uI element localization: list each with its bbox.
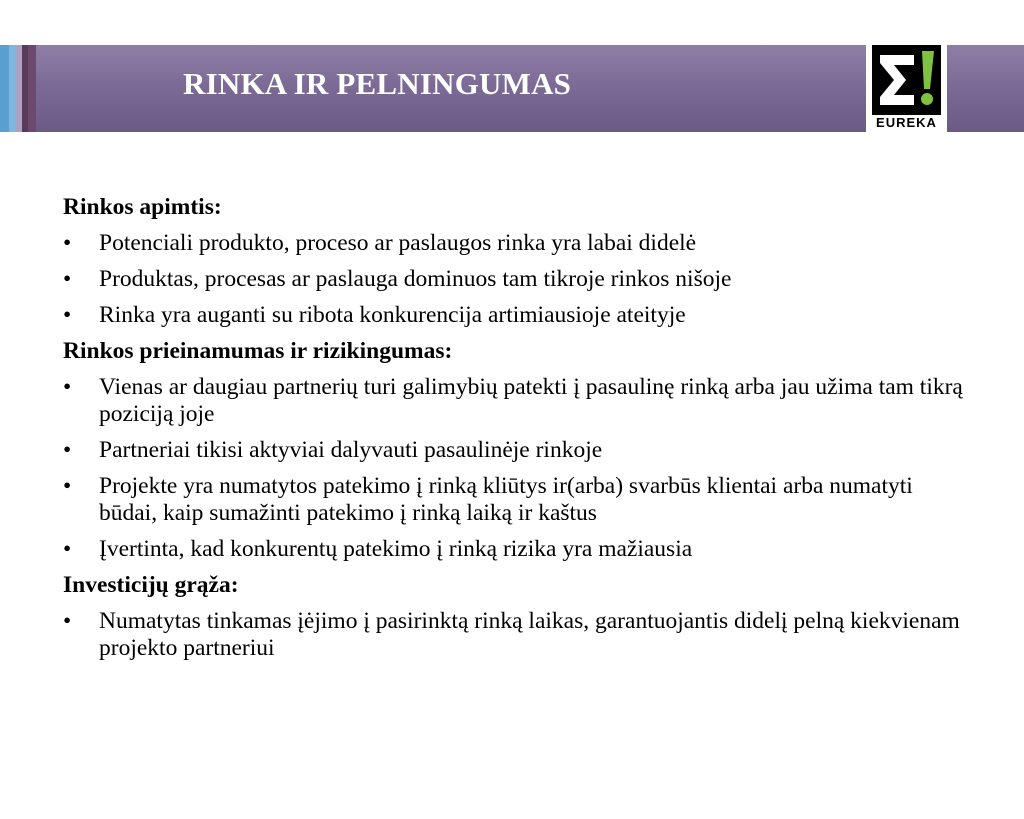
bullet-item: [63, 536, 963, 563]
bullet-text: Numatytas tinkamas įėjimo į pasirinktą rinką laikas, garantuojantis didelį pelną kiekvienam projekto partneriui: [99, 608, 960, 661]
bullet-text: Partneriai tikisi aktyviai dalyvauti pasaulinėje rinkoje: [99, 437, 603, 463]
accent-stripe: [28, 45, 36, 132]
eureka-logo: [866, 41, 947, 136]
bullet-marker: •: [63, 266, 72, 292]
sigma-exclamation-icon: [872, 45, 941, 115]
slide-title: RINKA IR PELNINGUMAS: [183, 66, 572, 101]
slide-content: [63, 194, 963, 671]
bullet-item: [63, 266, 963, 293]
bullet-marker: •: [63, 437, 72, 463]
bullet-marker: •: [63, 230, 72, 256]
bullet-marker: •: [63, 473, 72, 499]
bullet-item: [63, 608, 963, 662]
bullet-item: [63, 374, 963, 428]
bullet-marker: •: [63, 536, 72, 562]
bullet-text: Produktas, procesas ar paslauga dominuos tam tikroje rinkos nišoje: [99, 266, 732, 292]
bullet-text: Potenciali produkto, proceso ar paslaugos rinka yra labai didelė: [99, 230, 697, 256]
accent-stripe: [0, 45, 9, 132]
bullet-item: [63, 230, 963, 257]
logo-text: EUREKA: [876, 115, 937, 130]
bullet-marker: •: [63, 302, 72, 328]
bullet-item: [63, 437, 963, 464]
bullet-marker: •: [63, 608, 72, 634]
bullet-item: [63, 473, 963, 527]
bullet-text: Vienas ar daugiau partnerių turi galimybių patekti į pasaulinę rinką arba jau užima tam tikrą poziciją joje: [99, 374, 963, 427]
bullet-marker: •: [63, 374, 72, 400]
bullet-text: Įvertinta, kad konkurentų patekimo į rinką rizika yra mažiausia: [99, 536, 693, 562]
bullet-item: [63, 302, 963, 329]
bullet-text: Rinka yra auganti su ribota konkurencija artimiausioje ateityje: [99, 302, 686, 328]
section-heading: Rinkos prieinamumas ir rizikingumas:: [63, 338, 453, 364]
section-heading: Rinkos apimtis:: [63, 194, 222, 220]
bullet-text: Projekte yra numatytos patekimo į rinką kliūtys ir(arba) svarbūs klientai arba numatyti būdai, kaip sumažinti patekimo į rinką laiką ir kaštus: [99, 473, 913, 526]
section-heading: Investicijų grąža:: [63, 572, 239, 598]
accent-stripe: [9, 45, 16, 132]
